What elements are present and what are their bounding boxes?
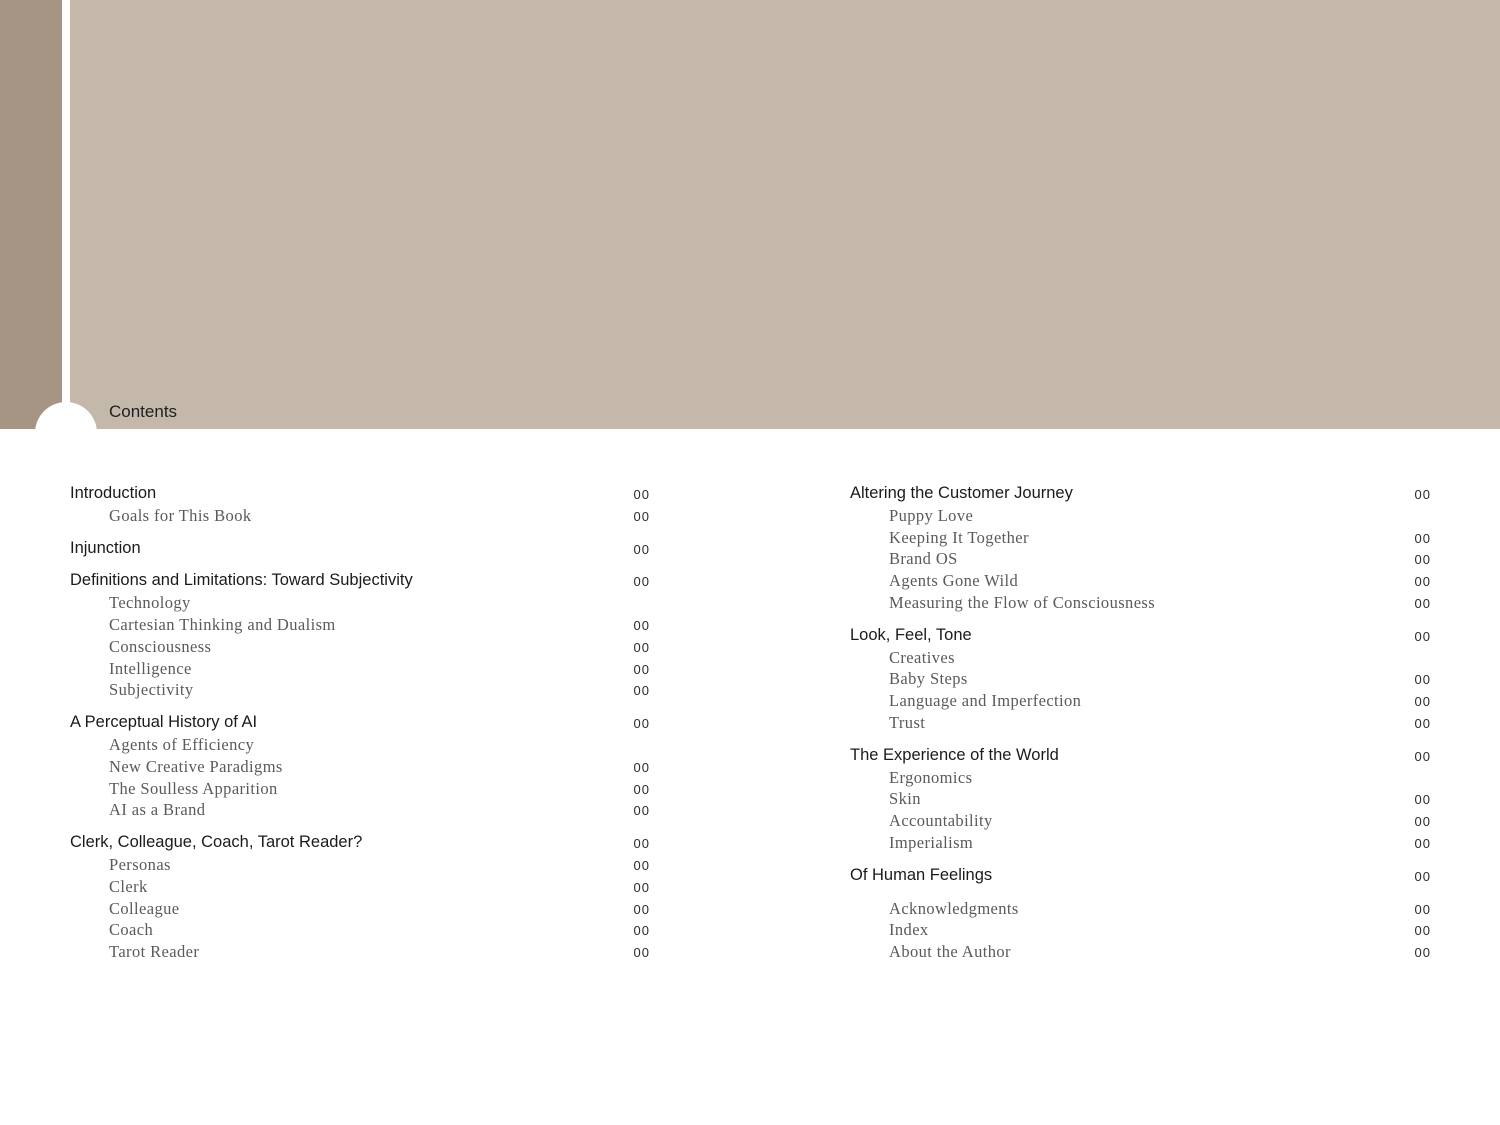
page-number: 00 bbox=[633, 716, 650, 732]
toc-section bbox=[70, 712, 650, 821]
toc-subsection-row bbox=[70, 898, 650, 920]
toc-subsection-row bbox=[70, 679, 650, 701]
toc-subsection-row bbox=[70, 592, 650, 614]
page-number: 00 bbox=[633, 683, 650, 699]
toc-chapter-row bbox=[70, 538, 650, 560]
toc-subsection-row bbox=[850, 941, 1431, 963]
toc-subsection-row bbox=[70, 505, 650, 527]
toc-subsection-row bbox=[70, 778, 650, 800]
page-number: 00 bbox=[1414, 552, 1431, 568]
chapter-title: The Experience of the World bbox=[850, 745, 1059, 764]
chapter-title: Injunction bbox=[70, 538, 141, 557]
toc-subsection-row bbox=[850, 505, 1431, 527]
subsection-title: Creatives bbox=[889, 647, 955, 667]
subsection-title: Tarot Reader bbox=[109, 942, 200, 962]
page-number: 00 bbox=[633, 901, 650, 917]
toc-chapter-row bbox=[850, 745, 1431, 767]
toc-subsection-row bbox=[850, 570, 1431, 592]
toc-subsection-row bbox=[850, 788, 1431, 810]
subsection-title: Language and Imperfection bbox=[889, 691, 1082, 711]
page-number: 00 bbox=[633, 639, 650, 655]
toc-subsection-row bbox=[850, 919, 1431, 941]
page-number: 00 bbox=[1414, 945, 1431, 961]
toc-chapter-row bbox=[850, 625, 1431, 647]
page-number: 00 bbox=[633, 945, 650, 961]
toc-section bbox=[70, 538, 650, 560]
subsection-title: Index bbox=[889, 920, 929, 940]
page-number: 00 bbox=[633, 879, 650, 895]
toc-subsection-row bbox=[850, 548, 1431, 570]
page-number: 00 bbox=[1414, 530, 1431, 546]
toc-section bbox=[850, 898, 1431, 963]
subsection-title: Puppy Love bbox=[889, 505, 974, 525]
toc-subsection-row bbox=[850, 712, 1431, 734]
page-number: 00 bbox=[1414, 672, 1431, 688]
subsection-title: Skin bbox=[889, 789, 921, 809]
page-number: 00 bbox=[633, 759, 650, 775]
subsection-title: Intelligence bbox=[109, 658, 192, 678]
page-number: 00 bbox=[633, 508, 650, 524]
subsection-title: Technology bbox=[109, 593, 191, 613]
page-number: 00 bbox=[633, 541, 650, 557]
subsection-title: Accountability bbox=[889, 811, 993, 831]
subsection-title: Acknowledgments bbox=[889, 898, 1019, 918]
subsection-title: New Creative Paradigms bbox=[109, 756, 283, 776]
page-number: 00 bbox=[1414, 814, 1431, 830]
page-number: 00 bbox=[1414, 487, 1431, 502]
subsection-title: Subjectivity bbox=[109, 680, 194, 700]
toc-subsection-row bbox=[850, 898, 1431, 920]
toc-subsection-row bbox=[850, 592, 1431, 614]
toc-left-column bbox=[70, 483, 650, 974]
toc-subsection-row bbox=[70, 756, 650, 778]
toc-subsection-row bbox=[70, 799, 650, 821]
subsection-title: Agents Gone Wild bbox=[889, 571, 1019, 591]
toc-subsection-row bbox=[850, 647, 1431, 669]
page-number: 00 bbox=[1414, 835, 1431, 851]
toc-right-column bbox=[850, 483, 1431, 974]
page-number: 00 bbox=[1414, 901, 1431, 917]
chapter-title: Of Human Feelings bbox=[850, 865, 993, 884]
toc-subsection-row bbox=[70, 614, 650, 636]
subsection-title: The Soulless Apparition bbox=[109, 778, 278, 798]
toc-subsection-row bbox=[70, 854, 650, 876]
subsection-title: Personas bbox=[109, 854, 171, 874]
toc-subsection-row bbox=[70, 734, 650, 756]
subsection-title: AI as a Brand bbox=[109, 800, 206, 820]
page-number: 00 bbox=[1414, 715, 1431, 731]
subsection-title: Keeping It Together bbox=[889, 527, 1029, 547]
page-number: 00 bbox=[633, 803, 650, 819]
toc-subsection-row bbox=[70, 658, 650, 680]
page-number: 00 bbox=[1414, 694, 1431, 710]
subsection-title: Goals for This Book bbox=[109, 505, 252, 525]
toc-section bbox=[70, 483, 650, 527]
toc-chapter-row bbox=[850, 865, 1431, 887]
toc-section bbox=[70, 832, 650, 963]
page-number: 00 bbox=[1414, 792, 1431, 808]
subsection-title: Consciousness bbox=[109, 636, 212, 656]
circle-notch bbox=[35, 402, 97, 464]
toc-chapter-row bbox=[70, 570, 650, 592]
toc-subsection-row bbox=[850, 690, 1431, 712]
toc-section bbox=[850, 625, 1431, 734]
toc-chapter-row bbox=[70, 483, 650, 505]
chapter-title: Look, Feel, Tone bbox=[850, 625, 972, 644]
chapter-title: Definitions and Limitations: Toward Subjectivity bbox=[70, 571, 413, 590]
page-number: 00 bbox=[633, 781, 650, 797]
toc-subsection-row bbox=[850, 832, 1431, 854]
page-number: 00 bbox=[1414, 574, 1431, 590]
chapter-title: Clerk, Colleague, Coach, Tarot Reader? bbox=[70, 833, 363, 852]
page-number: 00 bbox=[1414, 628, 1431, 644]
subsection-title: Colleague bbox=[109, 898, 180, 918]
page-number: 00 bbox=[633, 574, 650, 590]
page-number: 00 bbox=[633, 661, 650, 677]
page-number: 00 bbox=[633, 836, 650, 852]
chapter-title: Introduction bbox=[70, 484, 157, 502]
book-spine bbox=[0, 0, 62, 429]
subsection-title: Cartesian Thinking and Dualism bbox=[109, 614, 336, 634]
subsection-title: Coach bbox=[109, 920, 154, 940]
page-number: 00 bbox=[1414, 868, 1431, 884]
page-number: 00 bbox=[633, 923, 650, 939]
toc-section bbox=[850, 865, 1431, 887]
toc-section bbox=[850, 745, 1431, 854]
page-number: 00 bbox=[633, 487, 650, 502]
subsection-title: About the Author bbox=[889, 942, 1011, 962]
header-band bbox=[70, 0, 1500, 429]
toc-subsection-row bbox=[70, 636, 650, 658]
toc-subsection-row bbox=[850, 527, 1431, 549]
toc-chapter-row bbox=[70, 712, 650, 734]
page-title: Contents bbox=[109, 402, 178, 421]
chapter-title: A Perceptual History of AI bbox=[70, 713, 258, 732]
toc-chapter-row bbox=[850, 483, 1431, 505]
subsection-title: Imperialism bbox=[889, 832, 974, 852]
toc-subsection-row bbox=[850, 767, 1431, 789]
toc-subsection-row bbox=[70, 919, 650, 941]
page-number: 00 bbox=[633, 857, 650, 873]
page-number: 00 bbox=[1414, 748, 1431, 764]
toc-section bbox=[70, 570, 650, 701]
page-number: 00 bbox=[1414, 595, 1431, 611]
page-number: 00 bbox=[1414, 923, 1431, 939]
toc-subsection-row bbox=[850, 810, 1431, 832]
subsection-title: Trust bbox=[889, 712, 926, 732]
page-number: 00 bbox=[633, 617, 650, 633]
subsection-title: Clerk bbox=[109, 876, 148, 896]
toc-subsection-row bbox=[70, 941, 650, 963]
subsection-title: Agents of Efficiency bbox=[109, 734, 255, 754]
toc-subsection-row bbox=[850, 668, 1431, 690]
subsection-title: Baby Steps bbox=[889, 669, 968, 689]
subsection-title: Ergonomics bbox=[889, 767, 973, 787]
subsection-title: Brand OS bbox=[889, 549, 958, 569]
chapter-title: Altering the Customer Journey bbox=[850, 484, 1073, 502]
subsection-title: Measuring the Flow of Consciousness bbox=[889, 592, 1156, 612]
toc-chapter-row bbox=[70, 832, 650, 854]
toc-section bbox=[850, 483, 1431, 614]
toc-subsection-row bbox=[70, 876, 650, 898]
